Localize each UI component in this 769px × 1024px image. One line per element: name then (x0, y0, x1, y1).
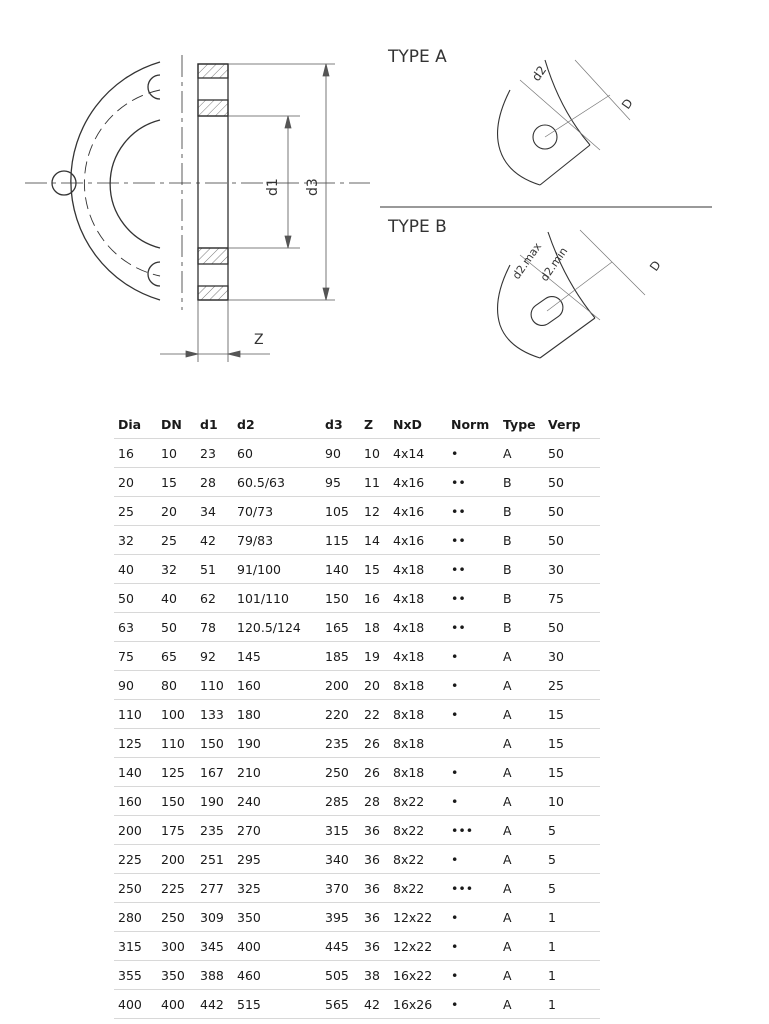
type-b-label: TYPE B (388, 217, 447, 237)
table-row (114, 990, 600, 1019)
cell-norm: • (447, 961, 499, 990)
cell-z: 26 (360, 758, 389, 787)
dim-z-label: Z (254, 332, 264, 348)
column-header-d2: d2 (233, 410, 321, 439)
type-a-label: TYPE A (388, 47, 447, 67)
cell-type: A (499, 932, 544, 961)
cell-dn: 25 (157, 526, 196, 555)
cell-d3: 370 (321, 874, 360, 903)
cell-z: 14 (360, 526, 389, 555)
cell-z: 19 (360, 642, 389, 671)
dimension-z (160, 300, 270, 362)
cell-dn: 350 (157, 961, 196, 990)
column-header-type: Type (499, 410, 544, 439)
cell-nxd: 4x18 (389, 613, 447, 642)
cell-d1: 28 (196, 468, 233, 497)
cell-z: 15 (360, 555, 389, 584)
table-row (114, 671, 600, 700)
cell-type: A (499, 903, 544, 932)
cell-verp: 5 (544, 816, 600, 845)
cell-nxd: 4x18 (389, 555, 447, 584)
cell-d2: 515 (233, 990, 321, 1019)
cell-dn: 125 (157, 758, 196, 787)
cell-nxd: 8x22 (389, 816, 447, 845)
cell-d2: 190 (233, 729, 321, 758)
cell-d1: 78 (196, 613, 233, 642)
cell-verp: 1 (544, 961, 600, 990)
cell-type: A (499, 758, 544, 787)
cell-dia: 250 (114, 874, 157, 903)
cell-dn: 40 (157, 584, 196, 613)
table-row (114, 584, 600, 613)
cell-d3: 395 (321, 903, 360, 932)
table-row (114, 526, 600, 555)
cell-dn: 175 (157, 816, 196, 845)
cell-verp: 1 (544, 990, 600, 1019)
cell-z: 36 (360, 816, 389, 845)
cell-d3: 90 (321, 439, 360, 468)
column-header-norm: Norm (447, 410, 499, 439)
type-a-d2-label: d2 (528, 63, 550, 84)
cell-d1: 23 (196, 439, 233, 468)
type-a-D-label: D (618, 96, 636, 112)
cell-d1: 235 (196, 816, 233, 845)
cell-d2: 160 (233, 671, 321, 700)
cell-norm: •• (447, 584, 499, 613)
cell-d2: 210 (233, 758, 321, 787)
cell-dn: 225 (157, 874, 196, 903)
cell-d2: 60.5/63 (233, 468, 321, 497)
cell-type: A (499, 439, 544, 468)
cell-d2: 460 (233, 961, 321, 990)
cell-z: 18 (360, 613, 389, 642)
cell-dia: 40 (114, 555, 157, 584)
cell-type: A (499, 700, 544, 729)
cell-d2: 240 (233, 787, 321, 816)
cell-norm: •• (447, 497, 499, 526)
cell-d3: 315 (321, 816, 360, 845)
cell-dia: 50 (114, 584, 157, 613)
cell-dia: 125 (114, 729, 157, 758)
cell-d3: 220 (321, 700, 360, 729)
cell-z: 11 (360, 468, 389, 497)
cell-verp: 30 (544, 555, 600, 584)
cell-norm: • (447, 932, 499, 961)
dimension-d1 (228, 116, 300, 248)
cell-norm: • (447, 700, 499, 729)
cell-d1: 277 (196, 874, 233, 903)
cell-d1: 167 (196, 758, 233, 787)
cell-verp: 50 (544, 439, 600, 468)
cell-d2: 120.5/124 (233, 613, 321, 642)
cell-verp: 15 (544, 700, 600, 729)
cell-d3: 235 (321, 729, 360, 758)
cell-type: B (499, 468, 544, 497)
cell-dn: 100 (157, 700, 196, 729)
cell-d3: 185 (321, 642, 360, 671)
cell-verp: 1 (544, 932, 600, 961)
flange-technical-drawing (0, 0, 769, 380)
cell-d2: 70/73 (233, 497, 321, 526)
cell-type: A (499, 961, 544, 990)
cell-d1: 309 (196, 903, 233, 932)
cell-type: A (499, 845, 544, 874)
cell-type: B (499, 497, 544, 526)
cell-dn: 65 (157, 642, 196, 671)
cell-dia: 225 (114, 845, 157, 874)
type-a-detail (498, 60, 630, 185)
table-row (114, 468, 600, 497)
table-row (114, 874, 600, 903)
cell-dia: 63 (114, 613, 157, 642)
cell-d2: 400 (233, 932, 321, 961)
cell-type: A (499, 642, 544, 671)
cell-norm: ••• (447, 816, 499, 845)
cell-nxd: 8x18 (389, 700, 447, 729)
column-header-z: Z (360, 410, 389, 439)
cell-d1: 42 (196, 526, 233, 555)
cell-d3: 250 (321, 758, 360, 787)
type-b-d2max-label: d2.max (509, 240, 545, 282)
table-row (114, 642, 600, 671)
cell-nxd: 16x22 (389, 961, 447, 990)
cell-dn: 50 (157, 613, 196, 642)
cell-verp: 25 (544, 671, 600, 700)
cell-dia: 90 (114, 671, 157, 700)
cell-type: B (499, 555, 544, 584)
cell-dn: 20 (157, 497, 196, 526)
table-row (114, 700, 600, 729)
cell-nxd: 8x18 (389, 671, 447, 700)
cell-dn: 250 (157, 903, 196, 932)
cell-d1: 251 (196, 845, 233, 874)
table-row (114, 439, 600, 468)
cell-verp: 30 (544, 642, 600, 671)
cell-verp: 1 (544, 903, 600, 932)
cell-verp: 50 (544, 613, 600, 642)
type-b-d2min-label: d2.min (537, 244, 571, 284)
cell-d1: 190 (196, 787, 233, 816)
cell-type: B (499, 584, 544, 613)
cell-d1: 388 (196, 961, 233, 990)
cell-dia: 355 (114, 961, 157, 990)
cell-dn: 110 (157, 729, 196, 758)
cell-d3: 505 (321, 961, 360, 990)
cell-type: A (499, 671, 544, 700)
cell-dn: 400 (157, 990, 196, 1019)
cell-dia: 110 (114, 700, 157, 729)
flange-spec-table-container (114, 410, 600, 1019)
cell-nxd: 12x22 (389, 932, 447, 961)
cell-z: 10 (360, 439, 389, 468)
cell-nxd: 8x18 (389, 758, 447, 787)
cell-dia: 200 (114, 816, 157, 845)
cell-norm: ••• (447, 874, 499, 903)
cell-d2: 295 (233, 845, 321, 874)
cell-dia: 280 (114, 903, 157, 932)
column-header-dia: Dia (114, 410, 157, 439)
column-header-verp: Verp (544, 410, 600, 439)
cell-z: 20 (360, 671, 389, 700)
cell-verp: 75 (544, 584, 600, 613)
cell-d1: 51 (196, 555, 233, 584)
cell-d1: 92 (196, 642, 233, 671)
table-row (114, 816, 600, 845)
column-header-dn: DN (157, 410, 196, 439)
cell-nxd: 16x26 (389, 990, 447, 1019)
cell-dia: 400 (114, 990, 157, 1019)
cell-z: 36 (360, 903, 389, 932)
cell-z: 12 (360, 497, 389, 526)
cell-d1: 442 (196, 990, 233, 1019)
type-b-D-label: D (646, 258, 664, 274)
cell-d1: 133 (196, 700, 233, 729)
cell-verp: 5 (544, 845, 600, 874)
cell-d3: 200 (321, 671, 360, 700)
cell-type: B (499, 526, 544, 555)
cell-type: A (499, 874, 544, 903)
cell-d2: 180 (233, 700, 321, 729)
cell-z: 38 (360, 961, 389, 990)
cell-nxd: 4x16 (389, 468, 447, 497)
cell-z: 16 (360, 584, 389, 613)
flange-spec-table (114, 410, 600, 1019)
cell-norm: • (447, 439, 499, 468)
table-row (114, 845, 600, 874)
cell-verp: 15 (544, 729, 600, 758)
cell-d2: 145 (233, 642, 321, 671)
cell-d2: 101/110 (233, 584, 321, 613)
cell-d3: 565 (321, 990, 360, 1019)
cell-verp: 10 (544, 787, 600, 816)
cell-nxd: 4x16 (389, 497, 447, 526)
cell-dn: 300 (157, 932, 196, 961)
cell-norm: • (447, 903, 499, 932)
cell-dia: 160 (114, 787, 157, 816)
cell-dn: 15 (157, 468, 196, 497)
cell-type: A (499, 990, 544, 1019)
table-row (114, 613, 600, 642)
cell-norm: • (447, 787, 499, 816)
cell-nxd: 4x16 (389, 526, 447, 555)
cell-z: 26 (360, 729, 389, 758)
cell-dia: 20 (114, 468, 157, 497)
cell-dia: 75 (114, 642, 157, 671)
cell-norm: •• (447, 555, 499, 584)
cell-d1: 62 (196, 584, 233, 613)
cell-nxd: 4x18 (389, 642, 447, 671)
flange-section-view (198, 64, 228, 300)
cell-type: A (499, 787, 544, 816)
table-row (114, 932, 600, 961)
cell-z: 28 (360, 787, 389, 816)
table-row (114, 961, 600, 990)
cell-d1: 345 (196, 932, 233, 961)
cell-z: 36 (360, 874, 389, 903)
table-row (114, 497, 600, 526)
table-row (114, 758, 600, 787)
cell-d3: 340 (321, 845, 360, 874)
cell-d2: 91/100 (233, 555, 321, 584)
cell-d2: 350 (233, 903, 321, 932)
cell-z: 36 (360, 932, 389, 961)
cell-d1: 34 (196, 497, 233, 526)
cell-dn: 80 (157, 671, 196, 700)
cell-verp: 50 (544, 468, 600, 497)
cell-norm: • (447, 642, 499, 671)
table-header-row (114, 410, 600, 439)
cell-type: B (499, 613, 544, 642)
cell-d3: 140 (321, 555, 360, 584)
cell-dn: 150 (157, 787, 196, 816)
cell-nxd: 4x14 (389, 439, 447, 468)
cell-verp: 50 (544, 526, 600, 555)
table-body (114, 439, 600, 1019)
table-row (114, 903, 600, 932)
column-header-d3: d3 (321, 410, 360, 439)
cell-nxd: 4x18 (389, 584, 447, 613)
cell-dn: 10 (157, 439, 196, 468)
dim-d1-label: d1 (265, 178, 281, 196)
cell-d3: 150 (321, 584, 360, 613)
cell-norm: • (447, 990, 499, 1019)
cell-d2: 60 (233, 439, 321, 468)
cell-verp: 15 (544, 758, 600, 787)
cell-verp: 50 (544, 497, 600, 526)
cell-d2: 325 (233, 874, 321, 903)
cell-d3: 165 (321, 613, 360, 642)
cell-d2: 79/83 (233, 526, 321, 555)
column-header-d1: d1 (196, 410, 233, 439)
cell-dia: 315 (114, 932, 157, 961)
cell-d3: 105 (321, 497, 360, 526)
cell-norm (447, 729, 499, 758)
cell-norm: •• (447, 613, 499, 642)
cell-verp: 5 (544, 874, 600, 903)
cell-dn: 32 (157, 555, 196, 584)
cell-norm: •• (447, 526, 499, 555)
cell-dia: 140 (114, 758, 157, 787)
cell-nxd: 12x22 (389, 903, 447, 932)
cell-nxd: 8x22 (389, 874, 447, 903)
bolt-hole-bottom (148, 262, 160, 286)
cell-type: A (499, 729, 544, 758)
cell-dia: 16 (114, 439, 157, 468)
cell-dia: 32 (114, 526, 157, 555)
cell-d3: 285 (321, 787, 360, 816)
cell-d1: 110 (196, 671, 233, 700)
cell-dn: 200 (157, 845, 196, 874)
cell-d3: 115 (321, 526, 360, 555)
column-header-nxd: NxD (389, 410, 447, 439)
cell-norm: • (447, 845, 499, 874)
cell-z: 42 (360, 990, 389, 1019)
cell-d1: 150 (196, 729, 233, 758)
cell-type: A (499, 816, 544, 845)
cell-nxd: 8x22 (389, 845, 447, 874)
cell-norm: •• (447, 468, 499, 497)
cell-dia: 25 (114, 497, 157, 526)
cell-d2: 270 (233, 816, 321, 845)
table-row (114, 787, 600, 816)
bolt-hole-top (148, 75, 160, 99)
cell-norm: • (447, 758, 499, 787)
table-row (114, 729, 600, 758)
cell-z: 22 (360, 700, 389, 729)
cell-d3: 95 (321, 468, 360, 497)
cell-norm: • (447, 671, 499, 700)
cell-nxd: 8x18 (389, 729, 447, 758)
dim-d3-label: d3 (305, 178, 321, 196)
cell-nxd: 8x22 (389, 787, 447, 816)
cell-d3: 445 (321, 932, 360, 961)
table-row (114, 555, 600, 584)
type-b-detail (498, 230, 645, 358)
cell-z: 36 (360, 845, 389, 874)
